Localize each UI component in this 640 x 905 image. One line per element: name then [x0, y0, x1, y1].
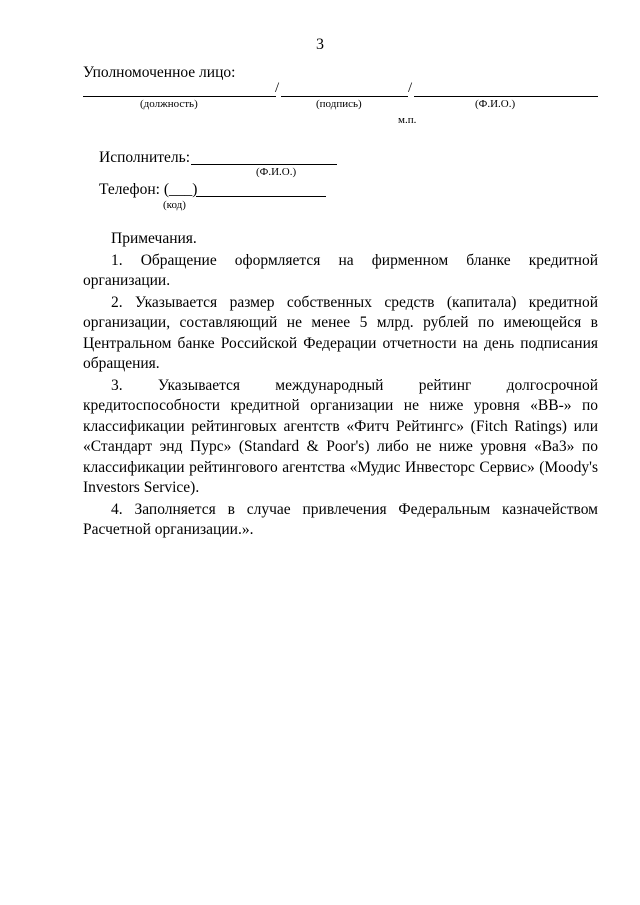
- phone-code-caption: (код): [163, 199, 186, 211]
- separator-slash: /: [408, 80, 413, 96]
- executor-name-caption: (Ф.И.О.): [256, 166, 297, 178]
- authorized-person-label: Уполномоченное лицо:: [83, 64, 236, 81]
- phone-label: Телефон: (___): [99, 181, 198, 198]
- notes-heading: Примечания.: [111, 230, 197, 247]
- signature-line: [281, 96, 408, 97]
- executor-name-line: [191, 164, 337, 165]
- position-line: [83, 96, 276, 97]
- note-item: 1. Обращение оформляется на фирменном бланке кредитной организации.: [83, 251, 598, 289]
- separator-slash: /: [275, 80, 280, 96]
- page-number: 3: [316, 36, 324, 53]
- position-caption: (должность): [140, 98, 198, 110]
- name-line: [414, 96, 598, 97]
- note-item: 2. Указывается размер собственных средств (капитала) кредитной организации, составляющий не менее 5 млрд. рублей по имеющейся в Центральном банке Российской Федерации отчетности на день подписания обращения.: [83, 293, 598, 372]
- note-item: 4. Заполняется в случае привлечения Федеральным казначейством Расчетной организации.».: [83, 500, 598, 538]
- seal-mark: м.п.: [398, 114, 417, 126]
- executor-label: Исполнитель:: [99, 149, 191, 166]
- phone-number-line: [196, 196, 326, 197]
- notes-section: [83, 229, 598, 542]
- note-item: 3. Указывается международный рейтинг долгосрочной кредитоспособности кредитной организации не ниже уровня «BB-» по классификации рейтинговых агентств «Фитч Рейтингс» (Fitch Ratings) или «Стандарт энд Пурс» (Standard & Poor's) либо не ниже уровня «Ba3» по классификации рейтингового агентства «Мудис Инвесторс Сервис» (Moody's Investors Service).: [83, 376, 598, 496]
- name-caption: (Ф.И.О.): [475, 98, 516, 110]
- signature-caption: (подпись): [316, 98, 362, 110]
